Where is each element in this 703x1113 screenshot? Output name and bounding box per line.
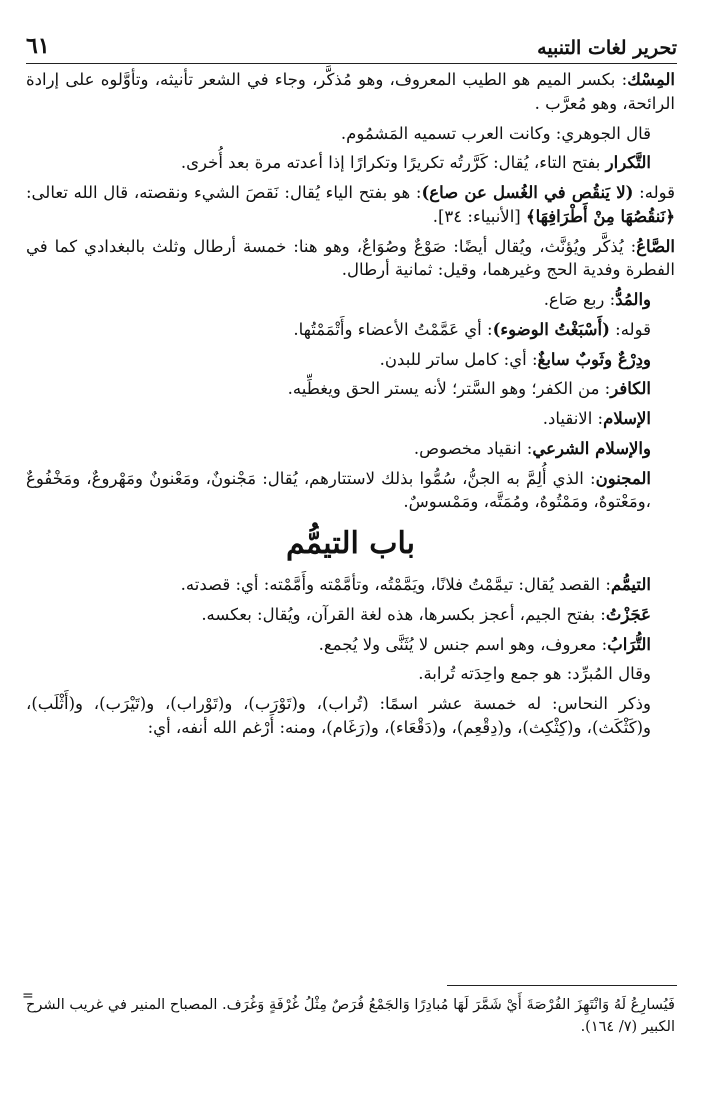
footnote-divider bbox=[447, 985, 677, 986]
entry-misk bbox=[26, 68, 675, 116]
term-majnun: المجنون bbox=[595, 468, 651, 488]
def-sa: : يُذكَّر ويُؤنَّث، ويُقال أيضًا: صَوْعٌ وصُوَاعٌ، وهو هنا: خمسة أرطال وثلث بالبغدادي كما في الفطرة وفدية الحج وغيرهما، وقيل: ثمانية أرطال. bbox=[26, 236, 675, 280]
def-naqs: : هو بفتح الياء يُقال: نَقصَ الشيء ونقصته، قال الله تعالى: bbox=[26, 183, 422, 202]
entry-kafir bbox=[26, 377, 675, 401]
ayah-reference: [الأنبياء: ٣٤]. bbox=[432, 206, 526, 226]
term-ajaztu: عَجَزْتُ bbox=[605, 604, 651, 624]
entry-tikrar bbox=[26, 151, 675, 175]
entry-ajaztu bbox=[26, 603, 675, 627]
term-tikrar: التَّكرار bbox=[605, 153, 651, 173]
isbagh-label: قوله: bbox=[609, 319, 651, 339]
term-dir: ودِرْعٌ وثَوبٌ سابغٌ bbox=[537, 349, 651, 369]
def-majnun: : الذي أُلِمَّ به الجنُّ، سُمُّوا بذلك لاستتارهم، يُقال: مَجْنونٌ، ومَعْنونٌ ومَهْروعٌ، ومَخْفُوعٌ ،ومَعْتوهٌ، ومَمْتُوهٌ، ومُمَتَّه، ومَمْسوسٌ. bbox=[26, 468, 651, 512]
def-islam: : الانقياد. bbox=[542, 409, 604, 428]
term-turab: التُّرَابُ bbox=[607, 634, 651, 654]
entry-islam bbox=[26, 407, 675, 431]
entry-jawhari bbox=[26, 122, 675, 146]
term-islam: الإسلام bbox=[603, 409, 651, 428]
term-sa: الصَّاعُ bbox=[636, 236, 675, 256]
quoted-phrase-isbagh: (أَسْبَغْتُ الوضوء) bbox=[492, 319, 610, 339]
term-mudd: والمُدُّ bbox=[615, 290, 651, 309]
def-islam-sharii: : انقياد مخصوص. bbox=[413, 438, 533, 458]
mubarrad-quote: وقال المُبرِّد: هو جمع واحِدَته تُرابة. bbox=[418, 664, 651, 684]
footnote: فَيُسارِعُ لَهُ وَانْتَهِزَ الفُرْصَةَ أَيْ شَمَّرَ لَهَا مُبادِرًا وَالجَمْعُ فُرَصٌ مِثْلُ غُرْفَةٍ وَغُرَف. المصباح المنير في غريب الشرح الكبير (٧/ ١٦٤). bbox=[26, 997, 675, 1036]
entry-naqs bbox=[26, 181, 675, 229]
def-dir: : أي: كامل ساتر للبدن. bbox=[379, 349, 538, 369]
jawhari-quote: قال الجوهري: وكانت العرب تسميه المَشمُوم. bbox=[340, 123, 651, 143]
footnote-continuation-marker: = bbox=[22, 988, 34, 1004]
page-header bbox=[26, 30, 677, 64]
entry-nahhas bbox=[26, 692, 675, 740]
running-title: تحرير لغات التنبيه bbox=[537, 37, 677, 59]
entry-turab bbox=[26, 633, 675, 657]
def-mudd: : ربع صَاع. bbox=[543, 290, 616, 309]
def-kafir: : من الكفر؛ وهو السَّتر؛ لأنه يستر الحق ويغطِّيه. bbox=[287, 379, 611, 399]
entry-sa bbox=[26, 235, 675, 283]
nahhas-list: وذكر النحاس: له خمسة عشر اسمًا: (تُراب)، و(تَوْرَب)، و(تَوْراب)، و(تَيْرَب)، و(أَثْلَب)، و(كَثْكَث)، و(كِثْكِث)، و(دِقْعِم)، و(دَقْعَاء)، و(رَغَام)، ومنه: أَرْغم الله أنفه، أي: bbox=[26, 694, 651, 737]
entry-isbagh bbox=[26, 318, 675, 342]
def-tayammum: : القصد يُقال: تيمَّمْتُ فلانًا، ويَمَّمْتُه، وتأمَّمْته وأَمَّمْته: أي: قصدته. bbox=[180, 575, 611, 594]
quran-ayah: ﴿نَنقُصُهَا مِنْ أَطْرَافِهَا﴾ bbox=[525, 206, 675, 226]
chapter-title: باب التيمُّم bbox=[285, 526, 416, 561]
entry-islam-sharii bbox=[26, 437, 675, 461]
def-tikrar: بفتح التاء، يُقال: كَرَّرتُه تكريرًا وتكرارًا إذا أعدته مرة بعد أُخرى. bbox=[180, 153, 606, 173]
entry-majnun bbox=[26, 467, 675, 515]
entry-tayammum bbox=[26, 573, 675, 597]
def-isbagh: : أي عَمَّمْتُ الأعضاء وأَتْمَمْتُها. bbox=[293, 319, 493, 339]
def-ajaztu: : بفتح الجيم، أعجز بكسرها، هذه لغة القرآن، ويُقال: بعكسه. bbox=[201, 604, 606, 624]
entry-dir bbox=[26, 348, 675, 372]
term-tayammum: التيمُّم bbox=[610, 575, 651, 594]
term-islam-sharii: والإسلام الشرعي bbox=[532, 438, 651, 458]
page-number: ٦١ bbox=[26, 33, 50, 59]
qawl-label: قوله: bbox=[633, 183, 676, 202]
entry-mubarrad bbox=[26, 662, 675, 686]
term-misk: المِسْك bbox=[627, 70, 675, 89]
def-turab: : معروف، وهو اسم جنس لا يُثَنَّى ولا يُجمع. bbox=[318, 634, 608, 654]
def-misk: : بكسر الميم هو الطيب المعروف، وهو مُذكَّر، وجاء في الشعر تأنيثه، وتأوَّلوه على إرادة الرائحة، وهو مُعرَّب . bbox=[26, 70, 675, 113]
main-text bbox=[26, 68, 675, 746]
quoted-phrase-naqs: (لا يَنقُص في الغُسل عن صاع) bbox=[421, 183, 634, 202]
term-kafir: الكافر bbox=[610, 379, 651, 399]
entry-mudd bbox=[26, 288, 675, 312]
